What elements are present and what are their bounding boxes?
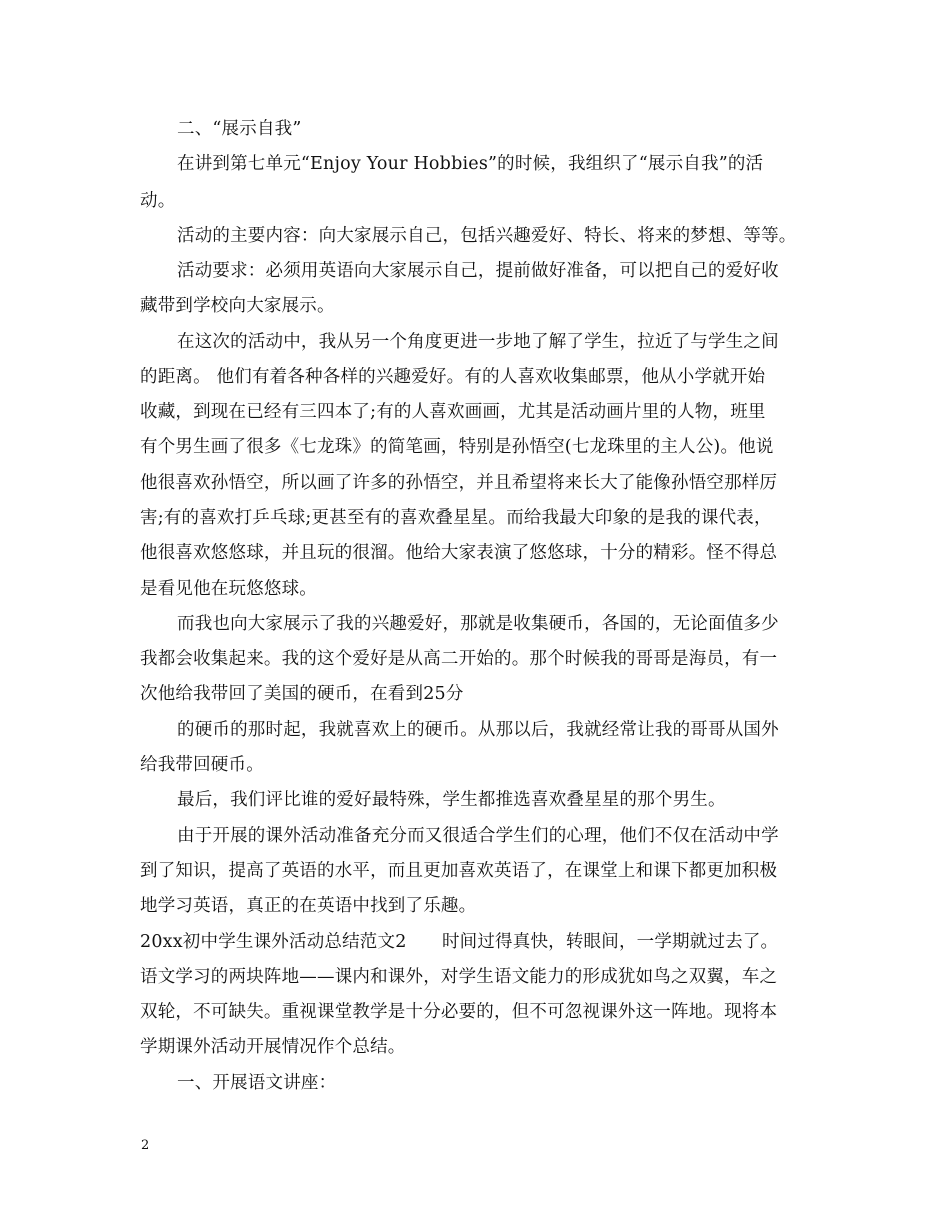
paragraph-line: 他很喜欢孙悟空，所以画了许多的孙悟空，并且希望将来长大了能像孙悟空那样厉 [140, 473, 778, 493]
paragraph-line: 由于开展的课外活动准备充分而又很适合学生们的心理，他们不仅在活动中学 [177, 826, 779, 846]
paragraph-line: 活动的主要内容：向大家展示自己，包括兴趣爱好、特长、将来的梦想、等等。 [177, 226, 797, 246]
paragraph-line: 藏带到学校向大家展示。 [140, 296, 335, 316]
section-heading: 二、“展示自我” [177, 119, 302, 139]
page-number: 2 [141, 1138, 150, 1153]
paragraph-line: 活动要求：必须用英语向大家展示自己，提前做好准备，可以把自己的爱好收 [177, 261, 779, 281]
paragraph-line: 的硬币的那时起，我就喜欢上的硬币。从那以后，我就经常让我的哥哥从国外 [177, 720, 779, 740]
paragraph-line: 最后，我们评比谁的爱好最特殊，学生都推选喜欢叠星星的那个男生。 [177, 790, 726, 810]
paragraph-line: 20xx初中学生课外活动总结范文2 时间过得真快，转眼间，一学期就过去了。 [140, 932, 779, 952]
paragraph-line: 在讲到第七单元“Enjoy Your Hobbies”的时候，我组织了“展示自我”的活 [177, 154, 764, 174]
paragraph-line: 次他给我带回了美国的硬币，在看到25分 [140, 684, 464, 704]
paragraph-line: 而我也向大家展示了我的兴趣爱好，那就是收集硬币，各国的，无论面值多少 [177, 614, 779, 634]
paragraph-line: 在这次的活动中，我从另一个角度更进一步地了解了学生，拉近了与学生之间 [177, 332, 779, 352]
paragraph-line: 给我带回硬币。 [140, 755, 264, 775]
paragraph-line: 的距离。 他们有着各种各样的兴趣爱好。有的人喜欢收集邮票，他从小学就开始 [140, 367, 766, 387]
paragraph-line: 收藏，到现在已经有三四本了;有的人喜欢画画，尤其是活动画片里的人物，班里 [140, 402, 766, 422]
section-heading: 一、开展语文讲座： [177, 1073, 337, 1093]
paragraph-line: 我都会收集起来。我的这个爱好是从高二开始的。那个时候我的哥哥是海员，有一 [140, 649, 778, 669]
paragraph-line: 地学习英语，真正的在英语中找到了乐趣。 [140, 896, 477, 916]
paragraph-line: 语文学习的两块阵地——课内和课外，对学生语文能力的形成犹如鸟之双翼，车之 [140, 967, 778, 987]
paragraph-line: 有个男生画了很多《七龙珠》的简笔画，特别是孙悟空(七龙珠里的主人公)。他说 [140, 437, 774, 457]
paragraph-line: 学期课外活动开展情况作个总结。 [140, 1037, 406, 1057]
paragraph-line: 到了知识，提高了英语的水平，而且更加喜欢英语了，在课堂上和课下都更加积极 [140, 861, 778, 881]
paragraph-line: 他很喜欢悠悠球，并且玩的很溜。他给大家表演了悠悠球，十分的精彩。怪不得总 [140, 543, 778, 563]
paragraph-line: 动。 [140, 191, 176, 211]
paragraph-line: 双轮，不可缺失。重视课堂教学是十分必要的，但不可忽视课外这一阵地。现将本 [140, 1002, 778, 1022]
paragraph-line: 害;有的喜欢打乒乓球;更甚至有的喜欢叠星星。而给我最大印象的是我的课代表， [140, 508, 772, 528]
paragraph-line: 是看见他在玩悠悠球。 [140, 579, 317, 599]
